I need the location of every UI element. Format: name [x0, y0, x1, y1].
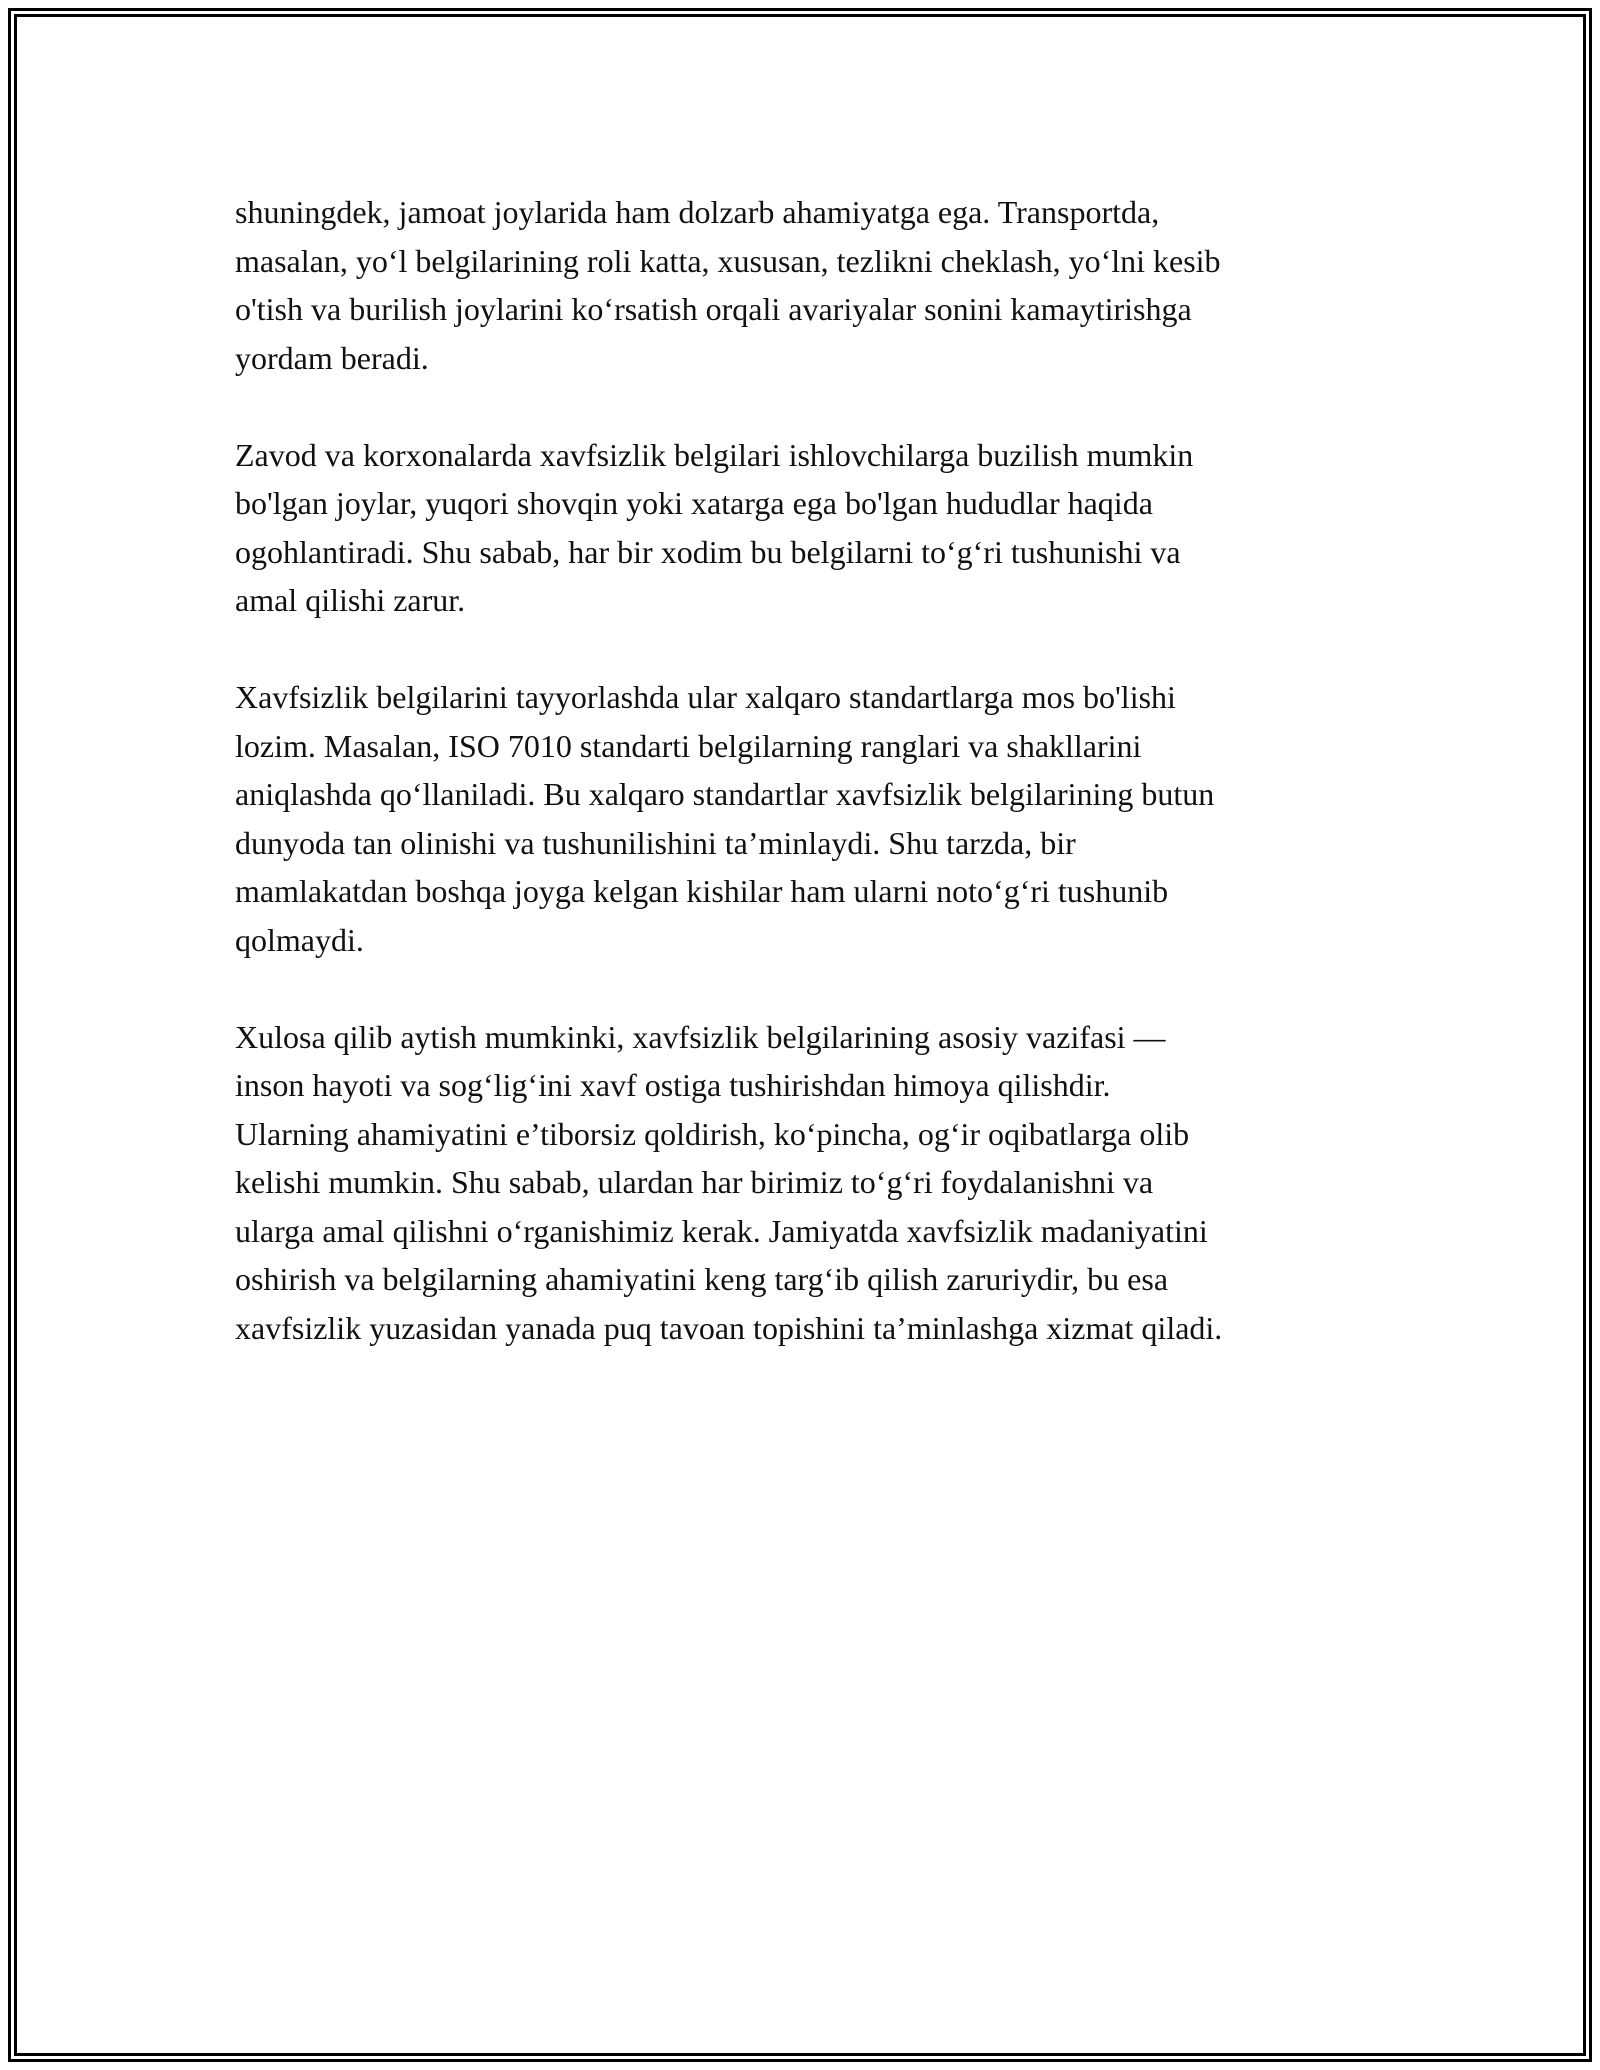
text-line: qolmaydi. [235, 921, 364, 958]
text-line: oshirish va belgilarning ahamiyatini keng targ‘ib qilish zaruriydir, bu esa [235, 1261, 1169, 1297]
text-line: Xavfsizlik belgilarini tayyorlashda ular xalqaro standartlarga mos bo'lishi [235, 679, 1176, 715]
text-line: dunyoda tan olinishi va tushunilishini ta’minlaydi. Shu tarzda, bir [235, 824, 1076, 861]
text-line: ularga amal qilishni o‘rganishimiz kerak. Jamiyatda xavfsizlik madaniyatini [235, 1212, 1208, 1249]
text-line: amal qilishi zarur. [235, 582, 466, 618]
text-line: bo'lgan joylar, yuqori shovqin yoki xatarga ega bo'lgan hududlar haqida [235, 485, 1153, 521]
text-line: masalan, yo‘l belgilarining roli katta, xususan, tezlikni cheklash, yo‘lni kesib [235, 242, 1221, 279]
text-line: lozim. Masalan, ISO 7010 standarti belgilarning ranglari va shakllarini [235, 727, 1142, 764]
text-line: Xulosa qilib aytish mumkinki, xavfsizlik belgilarining asosiy vazifasi — [235, 1018, 1166, 1055]
paragraph-2 [235, 431, 1385, 625]
text-line: Ularning ahamiyatini e’tiborsiz qoldirish, ko‘pincha, og‘ir oqibatlarga olib [235, 1115, 1190, 1152]
paragraph-3 [235, 673, 1385, 964]
text-line: ogohlantiradi. Shu sabab, har bir xodim bu belgilarni to‘g‘ri tushunishi va [235, 533, 1181, 570]
text-line: shuningdek, jamoat joylarida ham dolzarb ahamiyatga ega. Transportda, [235, 194, 1160, 230]
text-line: inson hayoti va sog‘lig‘ini xavf ostiga tushirishdan himoya qilishdir. [235, 1067, 1111, 1103]
document-body [235, 188, 1385, 1401]
text-line: yordam beradi. [235, 339, 429, 376]
text-line: mamlakatdan boshqa joyga kelgan kishilar ham ularni noto‘g‘ri tushunib [235, 873, 1169, 909]
text-line: xavfsizlik yuzasidan yanada puq tavoan topishini ta’minlashga xizmat qiladi. [235, 1309, 1223, 1346]
text-line: aniqlashda qo‘llaniladi. Bu xalqaro standartlar xavfsizlik belgilarining butun [235, 776, 1215, 812]
text-line: kelishi mumkin. Shu sabab, ulardan har birimiz to‘g‘ri foydalanishni va [235, 1164, 1154, 1200]
text-line: o'tish va burilish joylarini ko‘rsatish orqali avariyalar sonini kamaytirishga [235, 291, 1192, 327]
text-line: Zavod va korxonalarda xavfsizlik belgilari ishlovchilarga buzilish mumkin [235, 436, 1194, 473]
paragraph-1 [235, 188, 1385, 382]
paragraph-4 [235, 1013, 1385, 1353]
